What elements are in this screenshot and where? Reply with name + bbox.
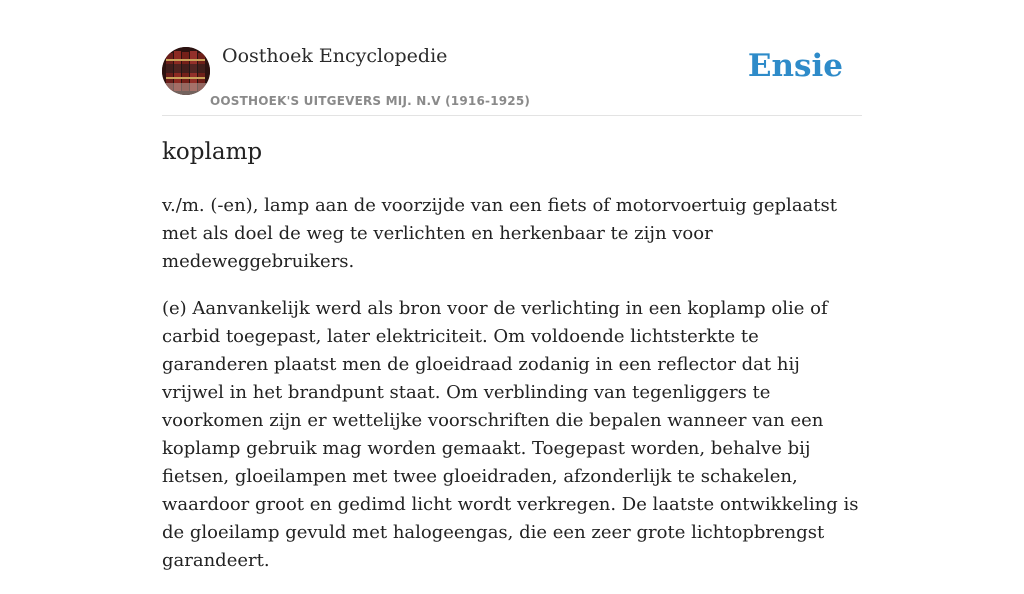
source-subtitle: OOSTHOEK'S UITGEVERS MIJ. N.V (1916-1925): [210, 94, 531, 108]
ensie-logo-link[interactable]: Ensie: [747, 48, 843, 84]
source-name-link[interactable]: Oosthoek Encyclopedie: [222, 45, 448, 67]
encyclopedia-books-icon[interactable]: [162, 47, 210, 95]
entry-title: koplamp: [162, 139, 263, 165]
entry-paragraph-definition: v./m. (-en), lamp aan de voorzijde van een fiets of motorvoertuig geplaatst met als doel de weg te verlichten en herkenbaar te zijn voor medeweggebruikers.: [162, 195, 837, 272]
entry-paragraph-explanation: (e) Aanvankelijk werd als bron voor de verlichting in een koplamp olie of carbid toegepast, later elektriciteit. Om voldoende lichtsterkte te garanderen plaatst men de gloeidraad zodanig in een reflector dat hij vrijwel in het brandpunt staat. Om verblinding van tegenliggers te voorkomen zijn er wettelijke voorschriften die bepalen wanneer van een koplamp gebruik mag worden gemaakt. Toegepast worden, behalve bij fietsen, gloeilampen met twee gloeidraden, afzonderlijk te schakelen, waardoor groot en gedimd licht wordt verkregen. De laatste ontwikkeling is de gloeilamp gevuld met halogeengas, die een zeer grote lichtopbrengst garandeert.: [162, 298, 859, 571]
entry-body: [162, 192, 862, 594]
source-header: [162, 0, 862, 116]
page: [162, 0, 862, 571]
